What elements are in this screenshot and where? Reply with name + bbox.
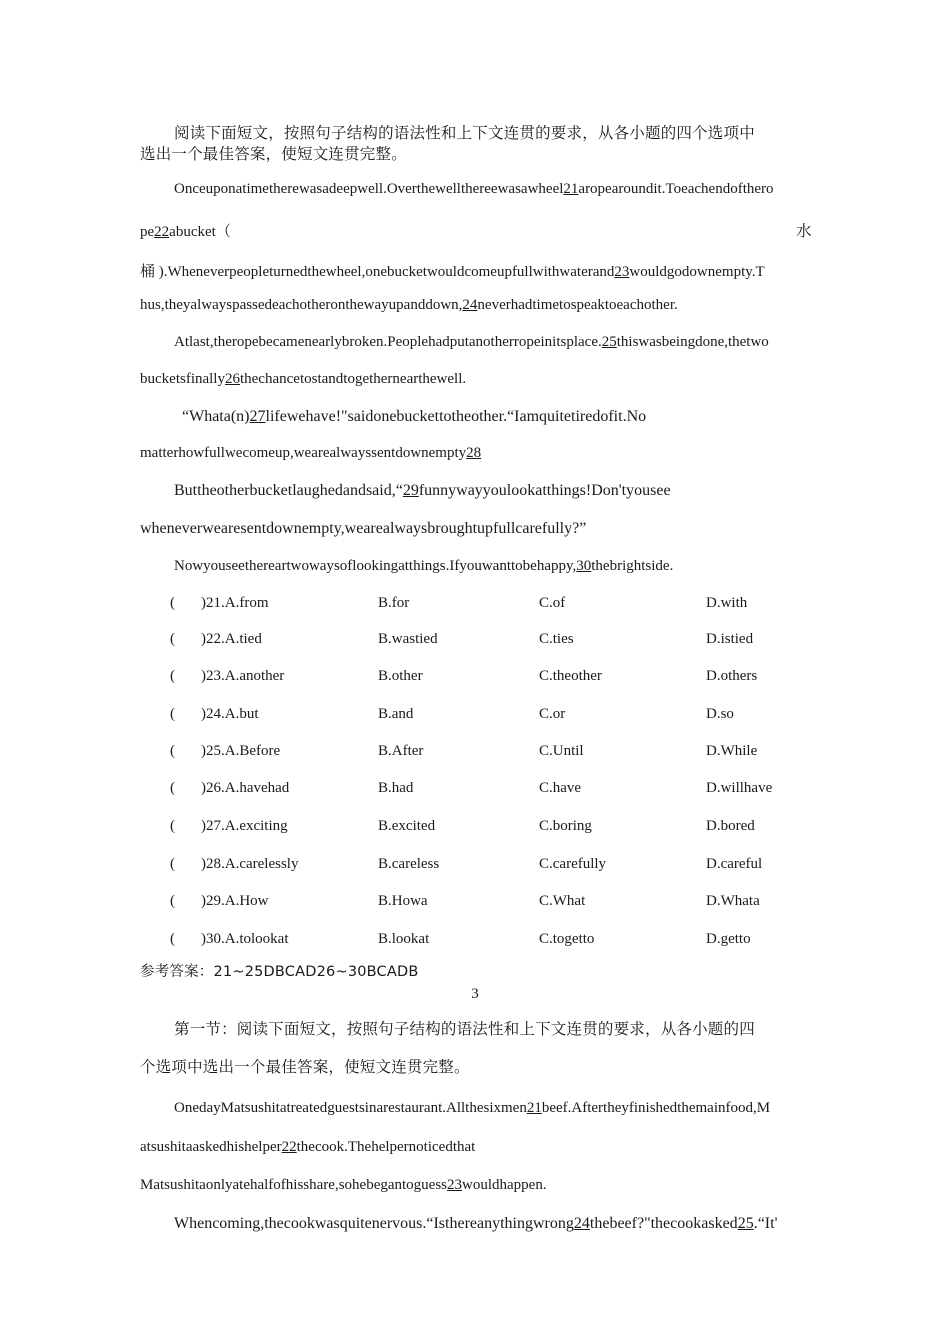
- blank-22: 22: [281, 1139, 297, 1155]
- blank-22: 22: [154, 224, 170, 240]
- text: Nowyouseethereartwowaysoflookingatthings.Ifyouwanttobehappy,: [174, 558, 577, 574]
- text: abucket（: [169, 224, 231, 240]
- answer-paren: (: [170, 856, 175, 872]
- answer-paren: (: [170, 780, 175, 796]
- answer-paren: (: [170, 931, 175, 947]
- option-a: )26.A.havehad: [201, 780, 290, 796]
- option-d: D.bored: [706, 818, 755, 834]
- text: “Whata(n): [182, 408, 250, 425]
- option-d: D.so: [706, 706, 734, 722]
- option-a: )24.A.but: [201, 706, 259, 722]
- text: thechancetostandtogethernearthewell.: [239, 371, 467, 387]
- option-row-29: [0, 893, 950, 915]
- option-row-28: [0, 856, 950, 878]
- blank-21: 21: [526, 1100, 542, 1116]
- option-c: C.theother: [539, 668, 602, 684]
- text: neverhadtimetospeaktoeachother.: [477, 297, 678, 313]
- option-c: C.What: [539, 893, 586, 909]
- answer-key: 参考答案：21~25DBCAD26~30BCADB: [140, 964, 419, 980]
- option-c: C.have: [539, 780, 582, 796]
- blank-25: 25: [601, 334, 617, 350]
- option-b: B.Howa: [378, 893, 428, 909]
- option-row-26: [0, 780, 950, 802]
- text: OnedayMatsushitatreatedguestsinarestaurant.Allthesixmen: [174, 1100, 527, 1116]
- blank-24: 24: [462, 297, 478, 313]
- option-b: B.After: [378, 743, 424, 759]
- section1-instruction-line1: 阅读下面短文，按照句子结构的语法性和上下文连贯的要求，从各小题的四个选项中: [174, 124, 755, 142]
- option-a: )25.A.Before: [201, 743, 281, 759]
- passage2-p1-line1: [174, 1100, 814, 1117]
- blank-28: 28: [466, 445, 482, 461]
- text: bucketsfinally: [140, 371, 225, 387]
- option-b: B.had: [378, 780, 414, 796]
- option-a: )23.A.another: [201, 668, 285, 684]
- option-d: D.istied: [706, 631, 754, 647]
- text: thebrightside.: [591, 558, 674, 574]
- option-c: C.of: [539, 595, 566, 611]
- answer-paren: (: [170, 743, 175, 759]
- option-b: B.lookat: [378, 931, 430, 947]
- text: hus,theyalwayspassedeachotheronthewayupanddown,: [140, 297, 463, 313]
- passage1-p1-line2-end: 水: [796, 222, 812, 240]
- option-row-27: [0, 818, 950, 840]
- text: Matsushitaonlyatehalfofhisshare,sohebegantoguess: [140, 1177, 448, 1193]
- passage2-p1-line3: [140, 1177, 812, 1194]
- text: aropearoundit.Toeachendofthero: [578, 181, 774, 197]
- text: Onceuponatimetherewasadeepwell.Overthewellthereewasawheel: [174, 181, 564, 197]
- option-d: D.Whata: [706, 893, 760, 909]
- option-row-23: [0, 668, 950, 690]
- text: wouldgodownempty.T: [629, 264, 765, 280]
- option-d: D.willhave: [706, 780, 773, 796]
- text: wheneverwearesentdownempty,wearealwaysbroughtupfullcarefully?”: [140, 520, 587, 537]
- passage1-p3-line1: [182, 408, 812, 426]
- answer-paren: (: [170, 595, 175, 611]
- option-row-22: [0, 631, 950, 653]
- option-row-24: [0, 706, 950, 728]
- passage2-p1-line2: [140, 1139, 812, 1156]
- text: Whencoming,thecookwasquitenervous.“Isthereanythingwrong: [174, 1215, 574, 1232]
- option-c: C.carefully: [539, 856, 607, 872]
- option-row-25: [0, 743, 950, 765]
- option-row-21: [0, 595, 950, 617]
- section2-instruction-line1: 第一节：阅读下面短文，按照句子结构的语法性和上下文连贯的要求，从各小题的四: [174, 1020, 755, 1038]
- passage1-p2-line2: [140, 371, 812, 388]
- option-c: C.togetto: [539, 931, 595, 947]
- blank-21: 21: [563, 181, 579, 197]
- text: thebeef?"thecookasked: [589, 1215, 738, 1232]
- text: atsushitaaskedhishelper: [140, 1139, 282, 1155]
- option-b: B.excited: [378, 818, 436, 834]
- option-b: B.other: [378, 668, 423, 684]
- option-a: )29.A.How: [201, 893, 269, 909]
- option-a: )22.A.tied: [201, 631, 262, 647]
- passage1-p1-line3: [140, 260, 812, 281]
- blank-23: 23: [447, 1177, 463, 1193]
- passage1-p1-line2: [140, 220, 812, 241]
- option-b: B.careless: [378, 856, 440, 872]
- text: Buttheotherbucketlaughedandsaid,“: [174, 482, 403, 499]
- option-c: C.boring: [539, 818, 592, 834]
- passage1-p2-line1: [174, 334, 814, 351]
- answer-paren: (: [170, 706, 175, 722]
- section2-instruction-line2: 个选项中选出一个最佳答案，使短文连贯完整。: [140, 1058, 470, 1076]
- blank-27: 27: [249, 408, 266, 425]
- option-d: D.While: [706, 743, 758, 759]
- text: funnywayyoulookatthings!Don'tyousee: [418, 482, 671, 499]
- option-c: C.or: [539, 706, 566, 722]
- answer-paren: (: [170, 893, 175, 909]
- option-a: )28.A.carelessly: [201, 856, 299, 872]
- option-b: B.for: [378, 595, 410, 611]
- passage1-p4-line1: [174, 482, 814, 500]
- option-d: D.getto: [706, 931, 751, 947]
- option-c: C.Until: [539, 743, 584, 759]
- text: beef.Aftertheyfinishedthemainfood,M: [541, 1100, 771, 1116]
- passage1-p3-line2: [140, 445, 812, 462]
- blank-23: 23: [614, 264, 630, 280]
- blank-29: 29: [402, 482, 419, 499]
- blank-25: 25: [737, 1215, 754, 1232]
- text: pe: [140, 224, 155, 240]
- text: thiswasbeingdone,thetwo: [616, 334, 769, 350]
- option-b: B.and: [378, 706, 414, 722]
- text: Atlast,theropebecamenearlybroken.Peoplehadputanotherropeinitsplace.: [174, 334, 602, 350]
- option-a: )21.A.from: [201, 595, 269, 611]
- passage1-p4-line2: [140, 520, 812, 538]
- text: wouldhappen.: [462, 1177, 547, 1193]
- answer-paren: (: [170, 631, 175, 647]
- option-a: )27.A.exciting: [201, 818, 288, 834]
- text: matterhowfullwecomeup,wearealwayssentdownempty: [140, 445, 467, 461]
- page-number: 3: [471, 986, 479, 1002]
- option-row-30: [0, 931, 950, 953]
- blank-24: 24: [573, 1215, 590, 1232]
- passage2-p2-line1: [174, 1215, 814, 1233]
- answer-paren: (: [170, 818, 175, 834]
- section1-instruction-line2: 选出一个最佳答案，使短文连贯完整。: [140, 145, 407, 163]
- answer-paren: (: [170, 668, 175, 684]
- blank-30: 30: [576, 558, 592, 574]
- option-d: D.others: [706, 668, 758, 684]
- text: .“It': [753, 1215, 778, 1232]
- option-a: )30.A.tolookat: [201, 931, 289, 947]
- blank-26: 26: [224, 371, 240, 387]
- text: 桶 ).Wheneverpeopleturnedthewheel,onebucketwouldcomeupfullwithwaterand: [140, 264, 615, 280]
- text: thecook.Thehelpernoticedthat: [296, 1139, 476, 1155]
- text: lifewehave!"saidonebuckettotheother.“Iamquitetiredofit.No: [265, 408, 647, 425]
- passage1-p1-line4: [140, 297, 812, 314]
- passage1-p5-line1: [174, 558, 814, 575]
- option-c: C.ties: [539, 631, 574, 647]
- option-d: D.with: [706, 595, 748, 611]
- option-d: D.careful: [706, 856, 763, 872]
- option-b: B.wastied: [378, 631, 438, 647]
- passage1-p1-line1: [174, 181, 814, 198]
